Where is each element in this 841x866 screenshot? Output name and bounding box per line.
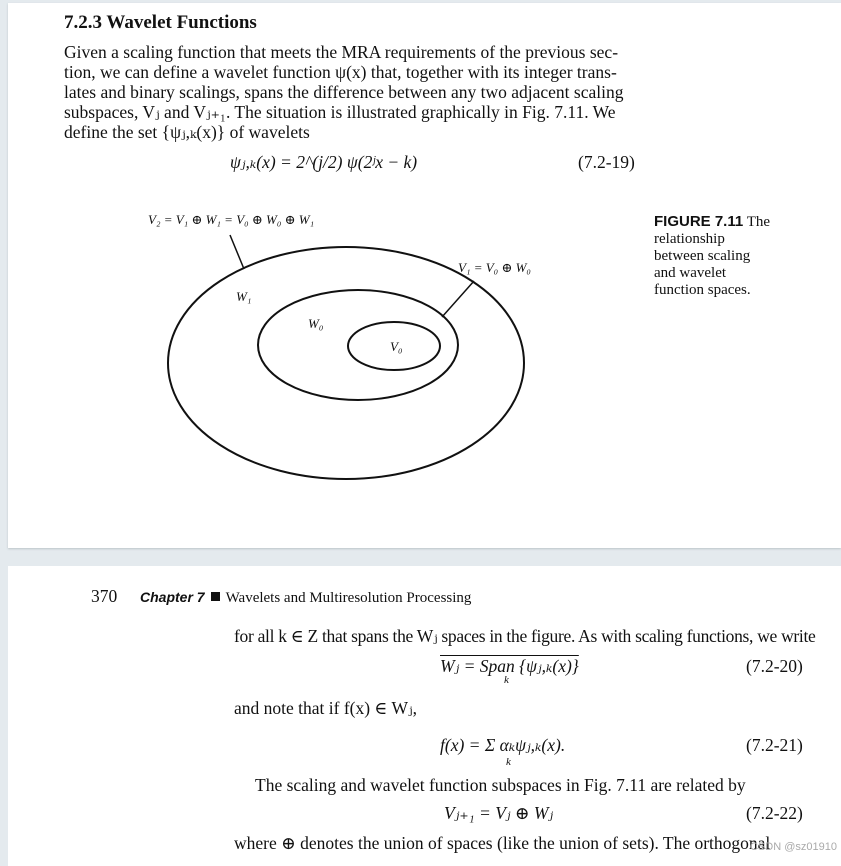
equation-7-2-20: Wⱼ = Span {ψⱼ,ₖ(x)} — [440, 656, 579, 676]
leader-line-v2 — [230, 235, 244, 269]
paragraph-line: lates and binary scalings, spans the difference between any two adjacent scaling — [64, 82, 624, 102]
equation-7-2-19: ψⱼ,ₖ(x) = 2^(j/2) ψ(2ʲx − k) — [230, 152, 418, 172]
running-header — [91, 586, 471, 608]
text-line: The scaling and wavelet function subspaces in Fig. 7.11 are related by — [255, 775, 746, 795]
section-title: 7.2.3 Wavelet Functions — [64, 12, 257, 33]
paragraph-line: subspaces, Vⱼ and Vⱼ₊₁. The situation is illustrated graphically in Fig. 7.11. We — [64, 102, 616, 122]
equation-7-2-22: Vⱼ₊₁ = Vⱼ ⊕ Wⱼ — [444, 803, 554, 823]
equation-number: (7.2-20) — [746, 656, 803, 676]
square-bullet-icon — [211, 592, 220, 601]
equation-number: (7.2-19) — [578, 152, 635, 172]
figure-caption — [654, 213, 770, 299]
outer-ellipse-v2 — [168, 247, 524, 479]
paragraph-line: tion, we can define a wavelet function ψ(x) that, together with its integer trans- — [64, 62, 617, 82]
paragraph-line: define the set {ψⱼ,ₖ(x)} of wavelets — [64, 122, 310, 142]
caption-line: between scaling — [654, 248, 751, 264]
page-number: 370 — [91, 586, 118, 606]
chapter-title: Wavelets and Multiresolution Processing — [225, 590, 472, 606]
paragraph-line: Given a scaling function that meets the MRA requirements of the previous sec- — [64, 42, 619, 62]
equation-7-2-21: f(x) = Σ αₖψⱼ,ₖ(x). — [440, 735, 566, 755]
label-w0: W₀ — [308, 316, 324, 331]
text-line: where ⊕ denotes the union of spaces (like the union of sets). The orthogonal — [234, 833, 771, 853]
label-v2: V₂ = V₁ ⊕ W₁ = V₀ ⊕ W₀ ⊕ W₁ — [148, 212, 315, 227]
label-v1: V₁ = V₀ ⊕ W₀ — [458, 260, 531, 275]
caption-head: FIGURE 7.11 — [654, 213, 744, 230]
label-v0: V₀ — [390, 339, 403, 354]
chapter-label: Chapter 7 — [140, 589, 205, 605]
eq21-subscript: k — [506, 756, 511, 768]
text-line: for all k ∈ Z that spans the Wⱼ spaces in the figure. As with scaling functions, we write — [234, 626, 816, 646]
page-upper — [8, 3, 841, 548]
text-line: and note that if f(x) ∈ Wⱼ, — [234, 698, 417, 718]
label-w1: W₁ — [236, 289, 252, 304]
equation-number: (7.2-21) — [746, 735, 803, 755]
caption-line: The — [746, 214, 771, 230]
page-370 — [8, 566, 841, 866]
caption-line: relationship — [654, 231, 725, 247]
eq20-subscript: k — [504, 674, 509, 686]
leader-line-v1 — [442, 281, 474, 317]
watermark: CSDN @sz01910 — [750, 841, 837, 853]
equation-number: (7.2-22) — [746, 803, 803, 823]
caption-line: function spaces. — [654, 282, 751, 298]
middle-ellipse-v1 — [258, 290, 458, 400]
caption-line: and wavelet — [654, 265, 727, 281]
